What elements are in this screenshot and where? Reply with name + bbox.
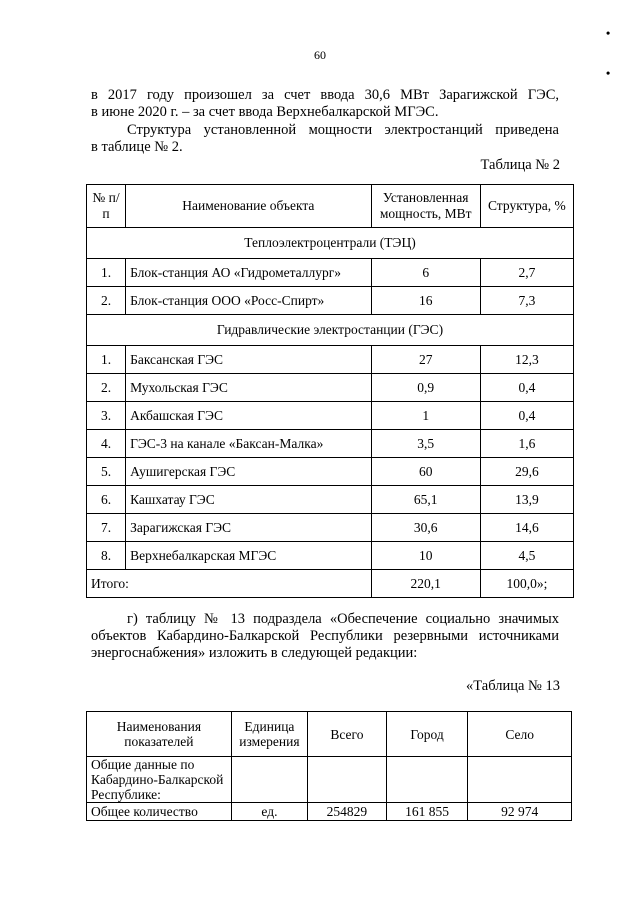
table-row (87, 287, 574, 315)
row-name: Общие данные по Кабардино-Балкарской Республике: (87, 757, 232, 803)
paragraph-line: энергоснабжения» изложить в следующей редакции: (91, 645, 418, 661)
row-number: 5. (87, 458, 126, 486)
paragraph-line: в 2017 году произошел за счет ввода 30,6 МВт Зарагижской ГЭС, (91, 87, 559, 103)
row-power: 16 (371, 287, 480, 315)
row-name: Зарагижская ГЭС (126, 514, 372, 542)
total-label: Итого: (87, 570, 372, 598)
paragraph-line: в июне 2020 г. – за счет ввода Верхнебалкарской МГЭС. (91, 104, 439, 120)
row-power: 60 (371, 458, 480, 486)
row-name: Кашхатау ГЭС (126, 486, 372, 514)
table-header-row (87, 185, 574, 228)
table2-caption: Таблица № 2 (480, 157, 560, 173)
row-power: 10 (371, 542, 480, 570)
row-unit (231, 757, 307, 803)
row-number: 3. (87, 402, 126, 430)
row-name: Аушигерская ГЭС (126, 458, 372, 486)
row-number: 2. (87, 287, 126, 315)
row-number: 8. (87, 542, 126, 570)
row-number: 6. (87, 486, 126, 514)
paragraph-line: Структура установленной мощности электростанций приведена (127, 122, 559, 138)
row-number: 4. (87, 430, 126, 458)
table-row (87, 514, 574, 542)
row-name: Общее количество (87, 803, 232, 821)
row-total: 254829 (308, 803, 387, 821)
row-power: 6 (371, 259, 480, 287)
table-row (87, 374, 574, 402)
table-row (87, 803, 572, 821)
row-share: 0,4 (480, 402, 573, 430)
total-power: 220,1 (371, 570, 480, 598)
section-title: Теплоэлектроцентрали (ТЭЦ) (87, 228, 574, 259)
header-installed-power: Установленная мощность, МВт (371, 185, 480, 228)
section-title: Гидравлические электростанции (ГЭС) (87, 315, 574, 346)
table-row (87, 542, 574, 570)
row-power: 1 (371, 402, 480, 430)
paragraph-structure (91, 122, 559, 156)
row-share: 2,7 (480, 259, 573, 287)
row-name: Акбашская ГЭС (126, 402, 372, 430)
row-village (468, 757, 572, 803)
table-row (87, 757, 572, 803)
header-indicator: Наименования показателей (87, 712, 232, 757)
row-number: 1. (87, 346, 126, 374)
row-name: Баксанская ГЭС (126, 346, 372, 374)
table13-caption: «Таблица № 13 (466, 678, 560, 694)
table-row (87, 402, 574, 430)
header-object-name: Наименование объекта (126, 185, 372, 228)
paragraph-line: объектов Кабардино-Балкарской Республики резервными источниками (91, 628, 559, 644)
row-share: 13,9 (480, 486, 573, 514)
row-name: Мухольская ГЭС (126, 374, 372, 402)
table-header-row (87, 712, 572, 757)
row-power: 3,5 (371, 430, 480, 458)
paragraph-intro (91, 87, 559, 121)
row-share: 12,3 (480, 346, 573, 374)
row-number: 7. (87, 514, 126, 542)
paragraph-amendment (91, 611, 559, 662)
row-name: Верхнебалкарская МГЭС (126, 542, 372, 570)
row-unit: ед. (231, 803, 307, 821)
row-share: 29,6 (480, 458, 573, 486)
table-row (87, 486, 574, 514)
header-structure: Структура, % (480, 185, 573, 228)
row-power: 0,9 (371, 374, 480, 402)
row-city: 161 855 (386, 803, 468, 821)
power-structure-table (86, 184, 574, 598)
header-city: Город (386, 712, 468, 757)
row-share: 1,6 (480, 430, 573, 458)
table-row (87, 430, 574, 458)
row-power: 30,6 (371, 514, 480, 542)
backup-power-table (86, 711, 572, 821)
paragraph-line: в таблице № 2. (91, 139, 183, 155)
row-village: 92 974 (468, 803, 572, 821)
total-share: 100,0»; (480, 570, 573, 598)
header-village: Село (468, 712, 572, 757)
row-share: 14,6 (480, 514, 573, 542)
row-name: ГЭС-3 на канале «Баксан-Малка» (126, 430, 372, 458)
row-name: Блок-станция АО «Гидрометаллург» (126, 259, 372, 287)
row-share: 4,5 (480, 542, 573, 570)
table-row (87, 458, 574, 486)
row-share: 0,4 (480, 374, 573, 402)
section-row (87, 228, 574, 259)
margin-mark-top: • (606, 26, 611, 40)
row-share: 7,3 (480, 287, 573, 315)
row-power: 65,1 (371, 486, 480, 514)
row-number: 2. (87, 374, 126, 402)
row-total (308, 757, 387, 803)
row-city (386, 757, 468, 803)
table-row (87, 259, 574, 287)
header-total: Всего (308, 712, 387, 757)
total-row (87, 570, 574, 598)
page-number: 60 (314, 48, 326, 62)
paragraph-line: г) таблицу № 13 подраздела «Обеспечение социально значимых (127, 611, 559, 627)
row-number: 1. (87, 259, 126, 287)
header-number: № п/п (87, 185, 126, 228)
table-row (87, 346, 574, 374)
row-power: 27 (371, 346, 480, 374)
header-unit: Единица измерения (231, 712, 307, 757)
margin-mark-second: • (606, 66, 611, 80)
section-row (87, 315, 574, 346)
row-name: Блок-станция ООО «Росс-Спирт» (126, 287, 372, 315)
